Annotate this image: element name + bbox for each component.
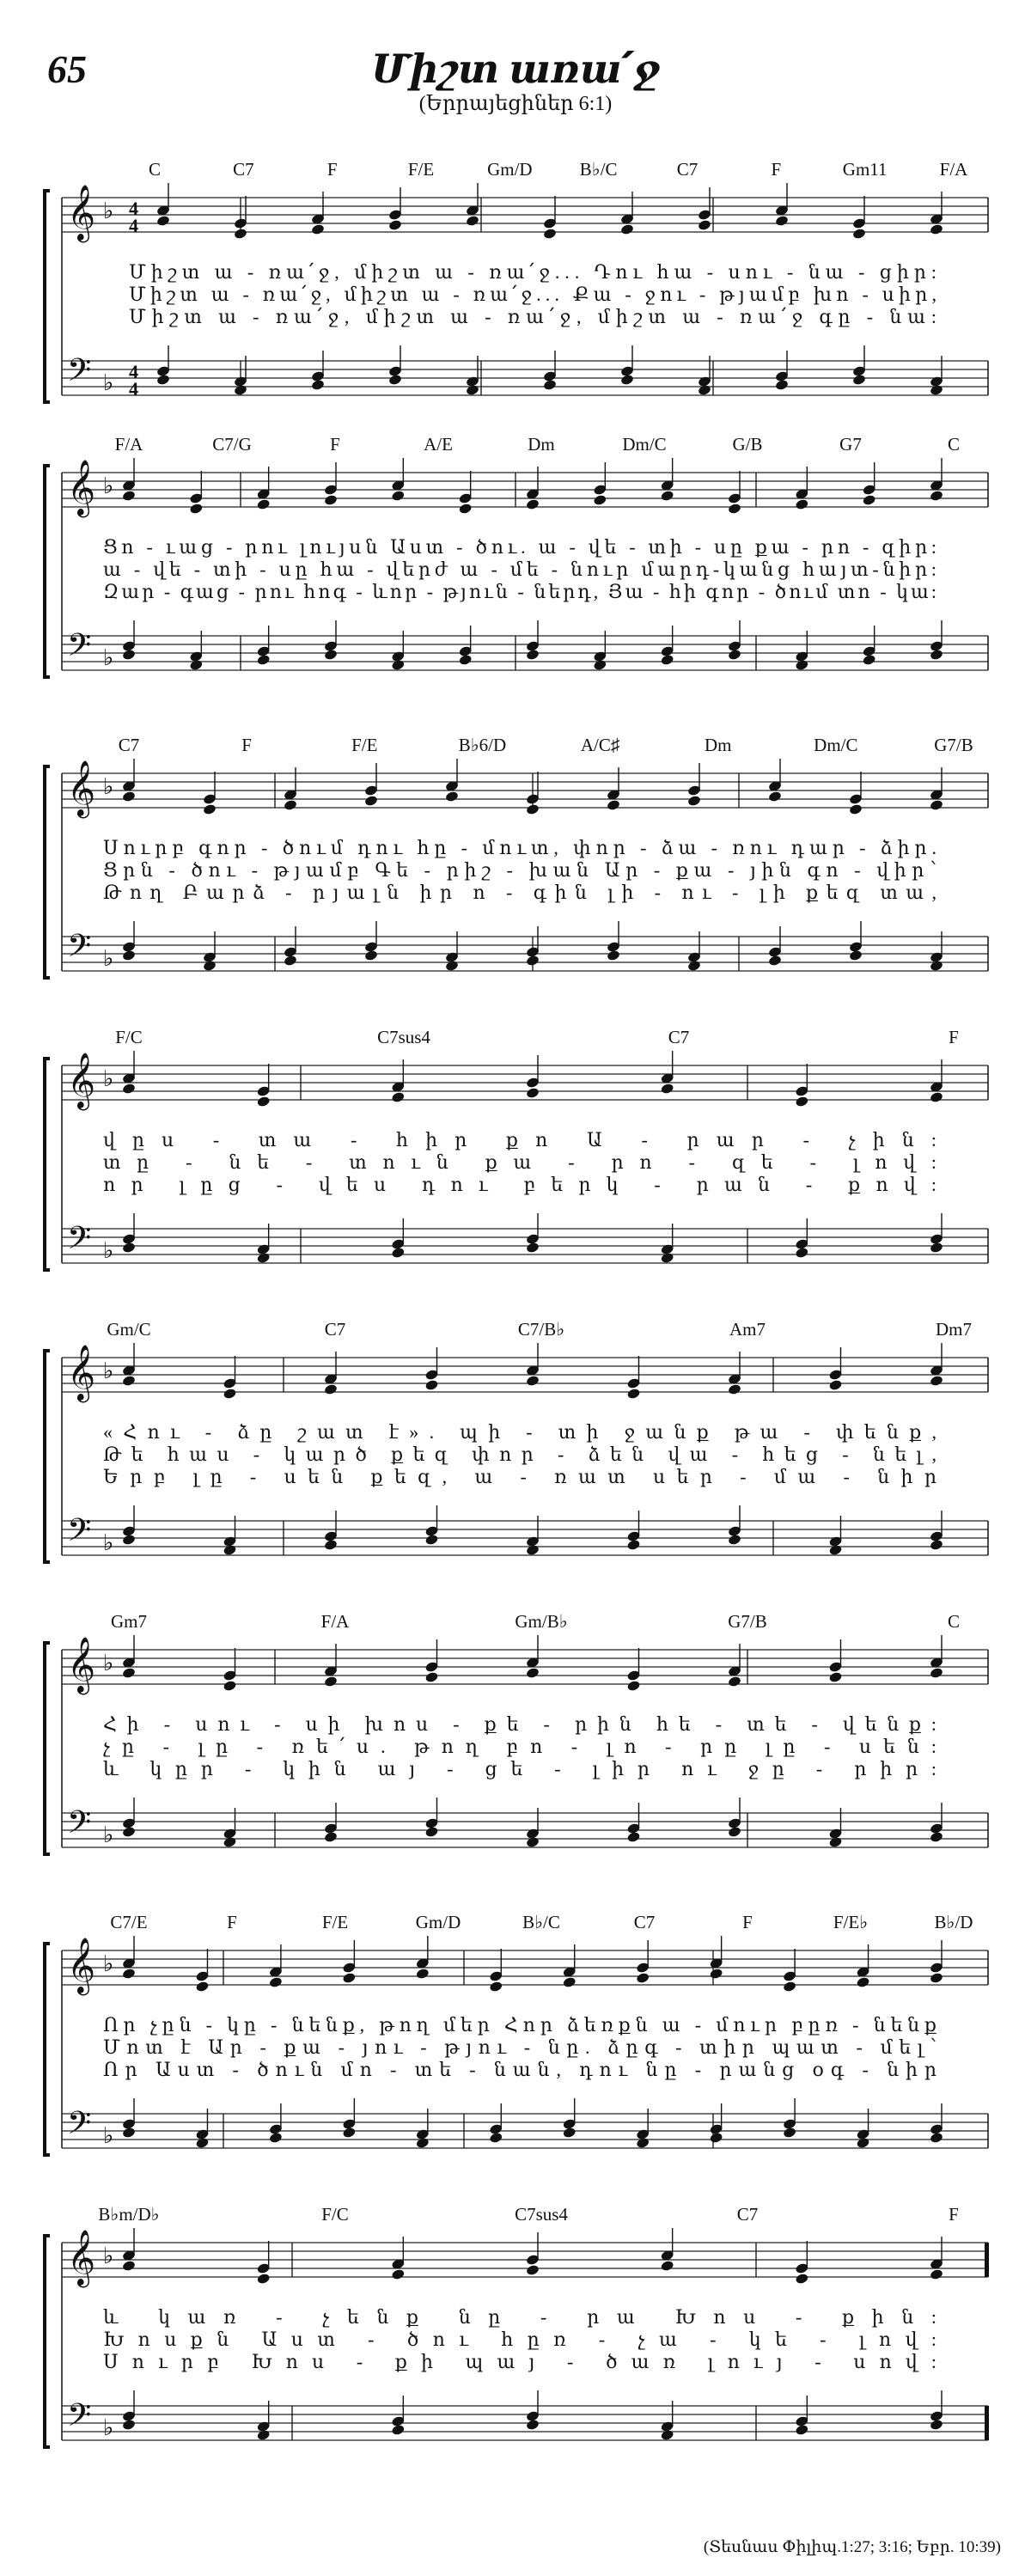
note-head	[311, 223, 326, 235]
treble-clef: 𝄞	[67, 2231, 96, 2285]
note-head	[424, 1379, 439, 1391]
chord-symbol: F/C	[115, 1027, 143, 1047]
bass-clef: 𝄢	[67, 1513, 92, 1555]
note-head	[489, 2132, 503, 2144]
note-head	[391, 659, 406, 671]
lyric-line: չը - լը - ռե՛ս. թող բո - լո - րը լը - սեն:	[103, 1736, 937, 1757]
bass-clef: 𝄢	[67, 2106, 92, 2148]
chord-symbol: Dm	[704, 735, 732, 755]
chord-symbol: B♭/C	[522, 1912, 560, 1932]
note-head	[526, 955, 540, 967]
music-system	[45, 159, 988, 402]
note-head	[930, 2268, 944, 2280]
note-head	[122, 1826, 137, 1838]
chord-symbol: C	[947, 434, 961, 455]
note-head	[660, 2429, 674, 2441]
note-head	[775, 379, 790, 391]
key-signature-flat: ♭	[103, 1822, 114, 1847]
note-head	[388, 219, 403, 231]
note-head	[416, 2137, 430, 2149]
note-head	[828, 1544, 843, 1556]
note-head	[324, 1383, 339, 1395]
key-signature-flat: ♭	[103, 370, 114, 395]
note-head	[458, 654, 473, 666]
note-head	[593, 494, 607, 506]
note-head	[234, 384, 248, 396]
note-head	[626, 1680, 641, 1692]
note-head	[930, 1667, 944, 1679]
note-head	[324, 494, 339, 506]
note-head	[620, 374, 635, 386]
note-head	[122, 2127, 137, 2139]
lyric-line: Զար - գաց - րու հոգ - ևոր - թյուն - ներդ, Յա - հի գոր - ծում տո - կա:	[103, 581, 936, 602]
chord-symbol: F/E	[407, 159, 435, 180]
note-head	[324, 1539, 339, 1551]
key-signature-flat: ♭	[103, 774, 114, 799]
note-head	[930, 1539, 944, 1551]
treble-clef: 𝄞	[67, 1054, 96, 1108]
note-head	[783, 1981, 797, 1993]
note-head	[324, 1831, 339, 1843]
chord-symbol: B♭/C	[579, 159, 618, 180]
final-barline-bass	[985, 2406, 989, 2440]
lyric-line: Որ Աստ - ծուն մո - տե - նան, դու նը - րանց օգ - նիր	[103, 2059, 936, 2080]
note-head	[424, 1671, 439, 1683]
lyric-line: տը - նե - տուն քա - րո - զե - լով:	[103, 1151, 936, 1173]
note-head	[391, 1091, 406, 1103]
note-head	[526, 2264, 540, 2276]
note-head	[543, 228, 558, 240]
treble-clef: 𝄞	[67, 1639, 96, 1692]
note-head	[466, 215, 480, 227]
note-head	[862, 494, 876, 506]
chord-symbol: C	[947, 1611, 961, 1632]
note-head	[445, 791, 460, 803]
note-head	[391, 2424, 406, 2436]
chord-symbol: F/E	[351, 735, 378, 755]
chord-symbol: G7/B	[728, 1611, 767, 1632]
note-head	[156, 374, 171, 386]
note-head	[364, 949, 379, 961]
lyric-line: ա - վե - տի - սը հա - վերժ ա - մե - նուր մարդ-կանց հայտ-նիր:	[103, 559, 937, 580]
note-head	[256, 1252, 271, 1264]
note-head	[660, 1252, 674, 1264]
note-head	[122, 649, 137, 661]
note-head	[930, 384, 944, 396]
chord-symbol: Dm/C	[622, 434, 667, 455]
key-signature-flat: ♭	[103, 1651, 114, 1676]
note-head	[526, 498, 540, 510]
note-head	[856, 2137, 870, 2149]
lyric-line: Թե հաս - կարծ քեզ փոր - ձեն վա - հեց - նել,	[103, 1444, 936, 1465]
note-head	[852, 228, 867, 240]
bass-clef: 𝄢	[67, 353, 92, 395]
chord-symbol: A/C♯	[580, 735, 620, 755]
note-head	[795, 2273, 809, 2285]
note-head	[526, 1242, 540, 1254]
note-head	[930, 1091, 944, 1103]
note-head	[526, 1667, 540, 1679]
note-head	[256, 2273, 271, 2285]
note-head	[416, 1968, 430, 1980]
lyric-line: Որ չըն - կը - նենք, թող մեր Հոր ձեռքն ա - մուր բըռ - նենք	[103, 2014, 936, 2036]
chord-symbol: B♭6/D	[458, 735, 507, 755]
hymn-subtitle: (Երրայեցիներ 6:1)	[418, 93, 613, 115]
chord-symbol: F	[241, 735, 252, 755]
note-head	[458, 503, 473, 515]
note-head	[849, 803, 863, 815]
note-head	[930, 960, 944, 972]
chord-symbol: Gm11	[842, 159, 888, 180]
lyric-line: Միշտ ա - ռա՛ջ, միշտ ա - ռա՛ջ... Դու հա - սու - նա - ցիր:	[129, 261, 937, 283]
note-head	[122, 2419, 137, 2431]
chord-symbol: F	[742, 1912, 753, 1932]
chord-symbol: Am7	[729, 1319, 766, 1340]
key-signature-flat: ♭	[103, 473, 114, 498]
music-system	[45, 434, 988, 677]
chord-symbol: F	[326, 159, 338, 180]
chord-symbol: Dm7	[936, 1319, 972, 1340]
music-system	[45, 1319, 988, 1562]
chord-symbol: F	[330, 434, 340, 455]
note-head	[660, 1083, 674, 1095]
system-bracket	[45, 2236, 50, 2447]
note-head	[489, 1981, 503, 1993]
note-head	[687, 960, 702, 972]
note-head	[195, 1981, 210, 1993]
time-signature-upper: 4	[129, 198, 138, 219]
lyric-line: և կըր - կին այ - ցե - լիր ու ջը - րիր:	[103, 1758, 936, 1779]
note-head	[324, 1676, 339, 1688]
time-signature-lower: 4	[129, 215, 138, 236]
treble-clef: 𝄞	[67, 461, 96, 515]
note-head	[223, 1680, 237, 1692]
system-bracket	[45, 1351, 50, 1562]
note-head	[223, 1544, 237, 1556]
note-head	[203, 960, 217, 972]
note-head	[122, 1968, 137, 1980]
chord-symbol: B♭m/D♭	[98, 2204, 160, 2225]
chord-symbol: Gm/B♭	[515, 1611, 568, 1632]
note-head	[342, 2127, 357, 2139]
chord-symbol: C7	[676, 159, 699, 180]
note-head	[364, 795, 379, 807]
note-head	[526, 649, 540, 661]
chord-symbol: G/B	[732, 434, 763, 455]
chord-symbol: C7	[233, 159, 254, 180]
scripture-reference: (Տեսնաս Փիլիպ.1:27; 3:16; Եբր. 10:39)	[703, 2538, 1001, 2556]
key-signature-flat: ♭	[103, 1530, 114, 1555]
chord-symbol: F/C	[321, 2204, 349, 2225]
chord-symbol: B♭/D	[934, 1912, 973, 1932]
bass-clef: 𝄢	[67, 1805, 92, 1847]
music-system	[45, 1027, 988, 1270]
chord-symbol: C7/E	[110, 1912, 148, 1932]
note-head	[795, 1247, 809, 1259]
note-head	[269, 1976, 284, 1988]
note-head	[223, 1388, 237, 1400]
note-head	[862, 654, 876, 666]
note-head	[660, 490, 674, 502]
note-head	[195, 2137, 210, 2149]
treble-clef: 𝄞	[67, 1346, 96, 1400]
note-head	[930, 1972, 944, 1984]
note-head	[728, 1826, 742, 1838]
note-head	[424, 1534, 439, 1546]
chord-symbol: F	[771, 159, 782, 180]
note-head	[256, 654, 271, 666]
note-head	[122, 1083, 137, 1095]
note-head	[783, 2127, 797, 2139]
note-head	[562, 2127, 577, 2139]
note-head	[828, 1671, 843, 1683]
music-system	[45, 1912, 988, 2155]
note-head	[620, 223, 635, 235]
note-head	[930, 2419, 944, 2431]
note-head	[203, 803, 217, 815]
key-signature-flat: ♭	[103, 2243, 114, 2268]
key-signature-flat: ♭	[103, 2415, 114, 2440]
lyric-line: Խոսքն Աստ - ծու հըռ - չա - կե - լով:	[103, 2329, 937, 2350]
chord-symbol: C7sus4	[377, 1027, 430, 1047]
chord-symbol: Gm/C	[107, 1319, 151, 1340]
note-head	[122, 1534, 137, 1546]
chord-symbol: A/E	[424, 434, 453, 455]
note-head	[391, 490, 406, 502]
note-head	[828, 1379, 843, 1391]
note-head	[626, 1831, 641, 1843]
lyric-line: «Հու - ձը շատ է». պի - տի ջանք թա - փենք,	[103, 1421, 936, 1443]
bass-clef: 𝄢	[67, 929, 92, 971]
note-head	[930, 649, 944, 661]
note-head	[256, 1096, 271, 1108]
lyric-line: Սուրբ գոր - ծում դու հը - մուտ, փոր - ձա - ռու դար - ձիր.	[103, 837, 936, 858]
note-head	[930, 2132, 944, 2144]
note-head	[324, 649, 339, 661]
lyric-line: Մոտ է Ար - քա - յու - թյու - նը. ձըգ - տիր պատ - մել՝	[103, 2036, 936, 2058]
note-head	[709, 1968, 723, 1980]
note-head	[856, 1976, 870, 1988]
chord-symbol: Gm/D	[415, 1912, 461, 1932]
chord-symbol: F/A	[939, 159, 968, 180]
time-signature-lower: 4	[129, 378, 138, 400]
note-head	[424, 1826, 439, 1838]
hymn-title: Միշտ առա՛ջ	[371, 47, 660, 91]
chord-symbol: C7	[118, 735, 140, 755]
key-signature-flat: ♭	[103, 1951, 114, 1976]
lyric-line: Ցո - ւաց - րու լույսն Աստ - ծու. ա - վե - տի - սը քա - րո - զիր:	[103, 536, 937, 558]
note-head	[342, 1972, 357, 1984]
chord-symbol: Gm/D	[487, 159, 533, 180]
key-signature-flat: ♭	[103, 1066, 114, 1091]
note-head	[593, 659, 607, 671]
note-head	[660, 2260, 674, 2272]
note-head	[852, 374, 867, 386]
music-systems	[45, 159, 989, 2447]
lyric-line: և կառ - չենք նը - րա Խոս - քին:	[103, 2306, 936, 2328]
chord-symbol: F	[949, 1027, 959, 1047]
chord-symbol: G7	[839, 434, 862, 455]
chord-symbol: C7sus4	[515, 2204, 568, 2225]
note-head	[930, 223, 944, 235]
note-head	[795, 498, 809, 510]
note-head	[687, 795, 702, 807]
lyric-line: Միշտ ա - ռա՛ջ, միշտ ա - ռա՛ջ... Քա - ջու - թյամբ խո - սիր,	[129, 284, 937, 305]
lyric-line: Հի - սու - սի խոս - քե - րին հե - տե - վենք:	[103, 1713, 936, 1735]
note-head	[122, 490, 137, 502]
chord-symbol: F	[227, 1912, 237, 1932]
note-head	[768, 791, 783, 803]
chord-symbol: F/E♭	[833, 1912, 869, 1932]
key-signature-flat: ♭	[103, 645, 114, 670]
system-bracket	[45, 191, 50, 402]
chord-symbol: C	[148, 159, 162, 180]
note-head	[543, 379, 558, 391]
note-head	[607, 949, 621, 961]
system-bracket	[45, 1059, 50, 1270]
treble-clef: 𝄞	[67, 186, 96, 240]
note-head	[391, 2268, 406, 2280]
note-head	[122, 791, 137, 803]
lyric-line: Երբ լը - սեն քեզ, ա - ռատ սեր - մա - նիր	[103, 1466, 936, 1487]
system-bracket	[45, 1944, 50, 2155]
chord-symbol: G7/B	[934, 735, 973, 755]
lyric-line: որ լըց - վես դու բերկ - րան - քով:	[103, 1174, 936, 1195]
note-head	[189, 659, 204, 671]
music-system	[45, 1611, 988, 1854]
note-head	[223, 1836, 237, 1848]
key-signature-flat: ♭	[103, 1238, 114, 1263]
music-system	[45, 735, 988, 978]
lyric-line: Միշտ ա - ռա՛ջ, միշտ ա - ռա՛ջ, միշտ ա - ռա՛ջ գը - նա:	[129, 306, 937, 327]
note-head	[728, 649, 742, 661]
note-head	[626, 1388, 641, 1400]
note-head	[445, 960, 460, 972]
chord-symbol: F/E	[321, 1912, 349, 1932]
note-head	[930, 1242, 944, 1254]
bass-clef: 𝄢	[67, 1221, 92, 1263]
lyric-line: Ցրն - ծու - թյամբ Գե - րիշ - խան Ար - քա - յին գո - վիր՝	[103, 859, 937, 881]
note-head	[930, 1831, 944, 1843]
note-head	[795, 659, 809, 671]
chord-symbol: Dm/C	[814, 735, 858, 755]
bass-clef: 𝄢	[67, 2398, 92, 2440]
chord-symbol: F	[949, 2204, 959, 2225]
chord-symbol: F/A	[320, 1611, 350, 1632]
note-head	[930, 1375, 944, 1387]
note-head	[562, 1976, 577, 1988]
note-head	[122, 1375, 137, 1387]
note-head	[728, 1534, 742, 1546]
note-head	[795, 1096, 809, 1108]
note-head	[709, 2132, 723, 2144]
note-head	[526, 1544, 540, 1556]
note-head	[189, 503, 204, 515]
note-head	[284, 955, 298, 967]
chord-symbol: C7	[668, 1027, 690, 1047]
system-bracket	[45, 766, 50, 978]
music-system	[45, 2204, 989, 2447]
note-head	[775, 215, 790, 227]
note-head	[284, 799, 298, 811]
note-head	[269, 2132, 284, 2144]
note-head	[728, 1676, 742, 1688]
key-signature-flat: ♭	[103, 1358, 114, 1383]
note-head	[391, 1247, 406, 1259]
chord-symbol: F/A	[114, 434, 143, 455]
note-head	[626, 1539, 641, 1551]
note-head	[849, 949, 863, 961]
note-head	[122, 1667, 137, 1679]
chord-symbol: C7	[633, 1912, 656, 1932]
note-head	[728, 503, 742, 515]
note-head	[698, 384, 712, 396]
lyric-line: Թող Բարձ - րյալն իր ո - գին լի - ու - լի քեզ տա,	[103, 882, 936, 903]
treble-clef: 𝄞	[67, 762, 96, 815]
chord-symbol: C7	[324, 1319, 346, 1340]
chord-symbol: Dm	[528, 434, 555, 455]
note-head	[526, 1836, 540, 1848]
note-head	[122, 2260, 137, 2272]
note-head	[256, 498, 271, 510]
note-head	[698, 219, 712, 231]
note-head	[930, 799, 944, 811]
note-head	[795, 2424, 809, 2436]
chord-symbol: C7	[736, 2204, 759, 2225]
system-bracket	[45, 466, 50, 677]
bass-clef: 𝄢	[67, 628, 92, 670]
key-signature-flat: ♭	[103, 2123, 114, 2148]
note-head	[156, 215, 171, 227]
hymn-number: 65	[47, 47, 87, 91]
chord-symbol: C7/B♭	[517, 1319, 565, 1340]
chord-symbol: Gm7	[111, 1611, 147, 1632]
note-head	[256, 2429, 271, 2441]
note-head	[526, 1087, 540, 1099]
key-signature-flat: ♭	[103, 198, 114, 223]
lyric-line: վըս - տա - հիր քո Ա - րար - չին:	[103, 1129, 937, 1151]
note-head	[311, 379, 326, 391]
note-head	[636, 1972, 650, 1984]
note-head	[388, 374, 403, 386]
note-head	[122, 949, 137, 961]
note-head	[526, 2419, 540, 2431]
key-signature-flat: ♭	[103, 946, 114, 971]
note-head	[466, 384, 480, 396]
note-head	[660, 654, 674, 666]
lyric-line: Սուրբ Խոս - քի պայ - ծառ լույ - սով:	[103, 2351, 936, 2372]
note-head	[828, 1836, 843, 1848]
note-head	[526, 1375, 540, 1387]
note-head	[122, 1242, 137, 1254]
note-head	[768, 955, 783, 967]
note-head	[526, 803, 540, 815]
system-bracket	[45, 1643, 50, 1854]
final-barline-treble	[985, 2243, 989, 2277]
note-head	[728, 1383, 742, 1395]
note-head	[636, 2137, 650, 2149]
note-head	[930, 490, 944, 502]
note-head	[234, 228, 248, 240]
chord-symbol: C7/G	[212, 434, 252, 455]
note-head	[607, 799, 621, 811]
time-signature-upper: 4	[129, 361, 138, 382]
treble-clef: 𝄞	[67, 1939, 96, 1993]
